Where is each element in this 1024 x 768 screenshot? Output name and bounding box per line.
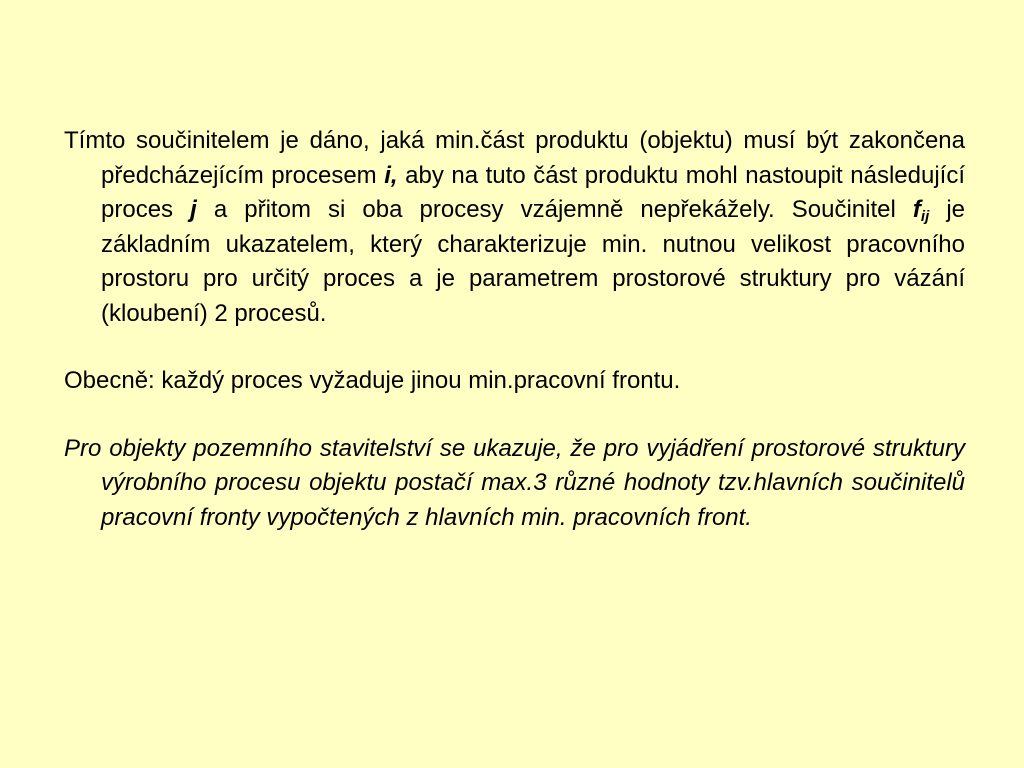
slide-body (64, 124, 965, 535)
variable-i: i, (384, 161, 398, 189)
paragraph-building-construction: Pro objekty pozemního stavitelství se ukazuje, že pro vyjádření prostorové struktury výrobního procesu objektu postačí max.3 různé hodnoty tzv.hlavních součinitelů pracovní fronty vypočtených z hlavních min. pracovních front. (64, 434, 965, 531)
variable-f-base: f (912, 196, 921, 223)
variable-f-subscript: ij (920, 208, 930, 225)
paragraph1-text-1: Tímto součinitelem je dáno, jaká min.část produktu (objektu) musí být zakončena předcházejícím procesem (64, 127, 965, 189)
variable-f (913, 196, 929, 223)
paragraph1-text-4: je základním ukazatelem, který charakterizuje min. nutnou velikost pracovního prostoru pro určitý proces a je parametrem prostorové struktury pro vázání (kloubení) 2 procesů. (101, 196, 965, 327)
paragraph1-text-2: aby na tuto část produktu mohl nastoupit následující proces (101, 161, 966, 223)
paragraph1-text-3: a přitom si oba procesy vzájemně nepřekážely. Součinitel (196, 196, 913, 223)
paragraph-coefficient-definition (64, 124, 965, 331)
paragraph-general-statement: Obecně: každý proces vyžaduje jinou min.pracovní frontu. (64, 367, 681, 394)
variable-j: j (190, 196, 197, 223)
